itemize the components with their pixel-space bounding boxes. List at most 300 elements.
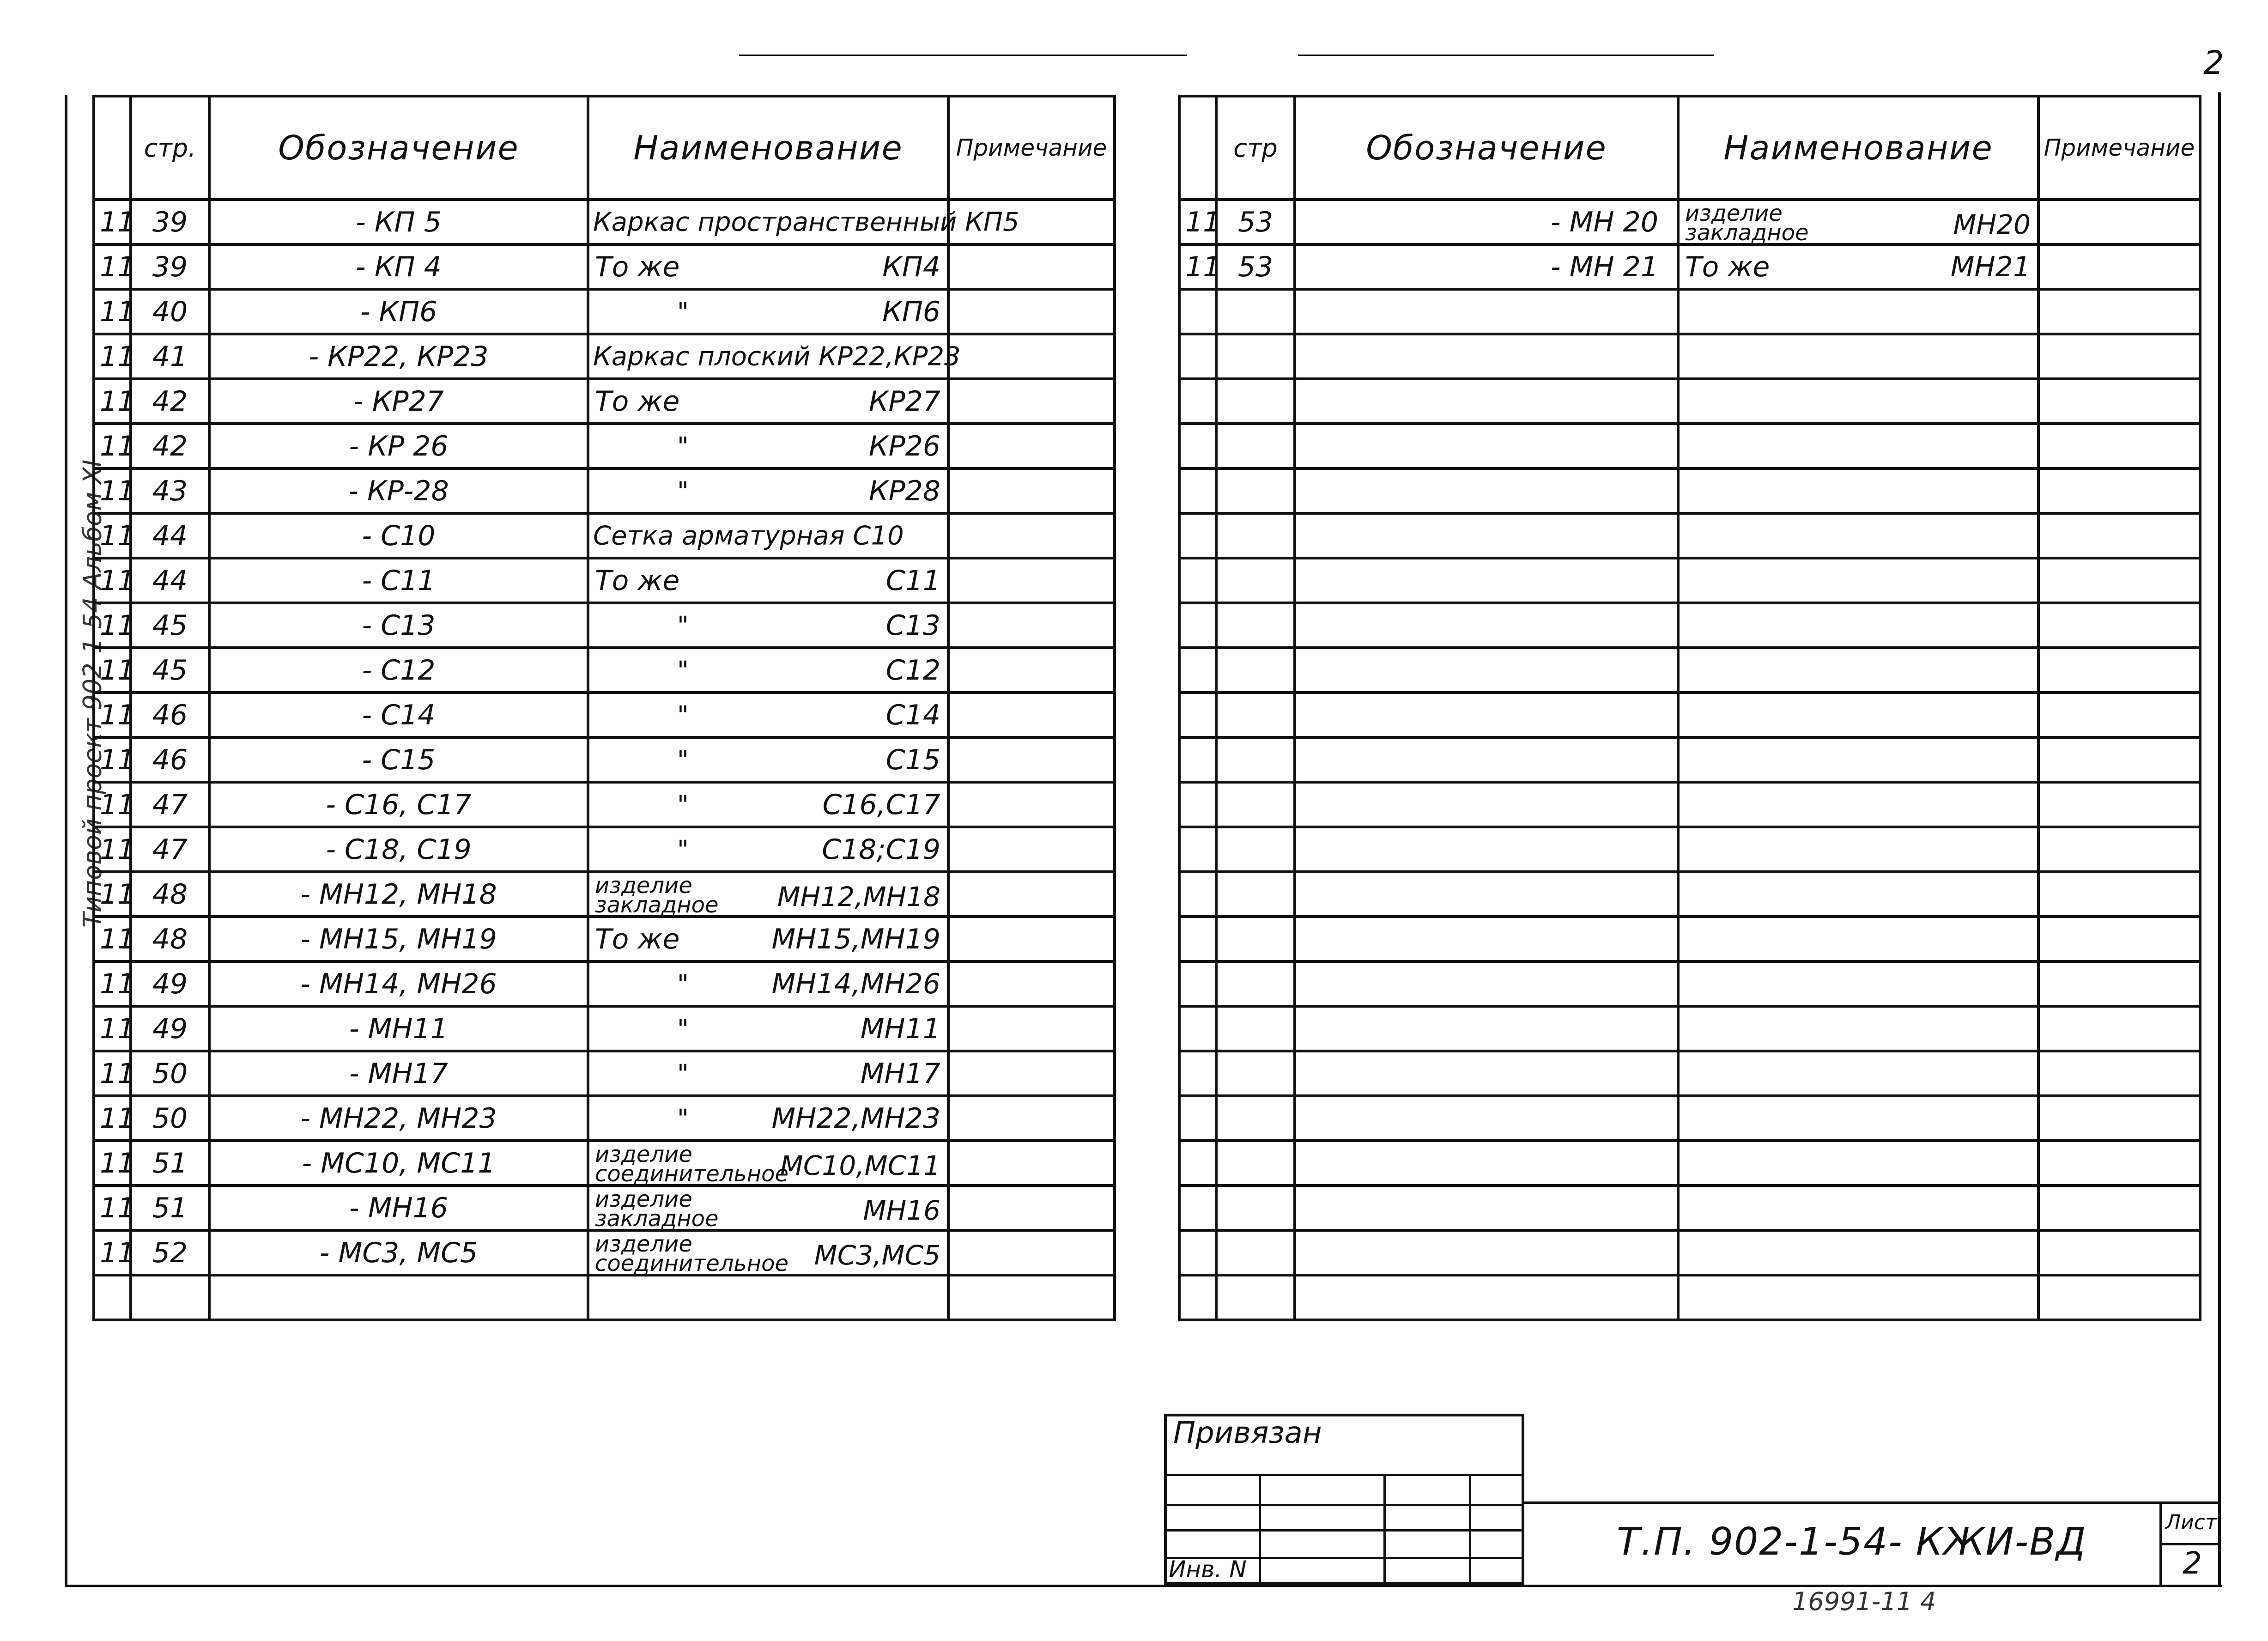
row-designation: - КР-28 — [209, 468, 588, 513]
row-page: 46 — [131, 737, 209, 782]
row-note — [948, 827, 1115, 872]
empty-cell — [1216, 424, 1295, 468]
empty-cell — [1179, 648, 1216, 693]
empty-cell — [2038, 1006, 2200, 1051]
row-page: 42 — [131, 379, 209, 424]
left-header-row — [94, 96, 1115, 200]
row-name-text: " — [677, 432, 689, 461]
empty-cell — [2038, 1185, 2200, 1230]
row-note — [948, 379, 1115, 424]
table-row — [94, 648, 1115, 693]
empty-cell — [1216, 961, 1295, 1006]
row-name-code: МН16 — [863, 1195, 940, 1226]
row-name — [588, 334, 961, 379]
row-note — [948, 558, 1115, 603]
right-header-name: Наименование — [1678, 96, 2038, 200]
empty-cell — [1179, 961, 1216, 1006]
stamp-sheet-label: Лист — [2165, 1511, 2217, 1534]
row-name — [588, 468, 948, 513]
empty-cell — [1678, 424, 2038, 468]
row-mark: 11 — [94, 468, 131, 513]
empty-cell — [1216, 334, 1295, 379]
empty-cell — [1216, 558, 1295, 603]
margin-text: Типовой проект 902-1-54 Альбом XI — [78, 459, 107, 928]
row-page: 48 — [131, 872, 209, 917]
empty-cell — [1295, 334, 1678, 379]
empty-cell — [1179, 1141, 1216, 1185]
empty-cell — [2038, 648, 2200, 693]
row-name — [588, 513, 948, 558]
row-name-full: Каркас плоский КР22,КР23 — [593, 341, 961, 371]
row-name-text: " — [677, 969, 689, 998]
row-note — [948, 1185, 1115, 1230]
row-page: 42 — [131, 424, 209, 468]
table-row — [94, 1141, 1115, 1185]
table-row — [94, 334, 1115, 379]
row-name-code: С15 — [885, 743, 940, 776]
empty-cell — [1179, 424, 1216, 468]
empty-cell — [1216, 1275, 1295, 1320]
table-row — [94, 468, 1115, 513]
empty-cell — [2038, 558, 2200, 603]
row-page — [131, 1275, 209, 1320]
row-page: 46 — [131, 693, 209, 737]
row-note — [948, 513, 1115, 558]
empty-cell — [1216, 1185, 1295, 1230]
row-mark: 11 — [1179, 244, 1216, 289]
empty-cell — [1216, 379, 1295, 424]
empty-cell — [1678, 1275, 2038, 1320]
empty-cell — [1295, 1141, 1678, 1185]
row-name-code: С12 — [885, 654, 940, 687]
left-header-page: стр. — [131, 96, 209, 200]
empty-cell — [1295, 603, 1678, 648]
table-row — [94, 917, 1115, 961]
empty-cell — [1678, 1185, 2038, 1230]
empty-cell — [1179, 379, 1216, 424]
empty-cell — [1295, 468, 1678, 513]
row-name-text: " — [677, 1104, 689, 1133]
table-row-empty — [1179, 693, 2200, 737]
row-name — [588, 200, 1019, 244]
table-row-empty — [1179, 648, 2200, 693]
row-name — [588, 603, 948, 648]
empty-cell — [1216, 289, 1295, 334]
row-mark: 11 — [94, 1006, 131, 1051]
row-name — [1678, 200, 2038, 244]
row-name — [588, 917, 948, 961]
row-page: 48 — [131, 917, 209, 961]
empty-cell — [2038, 513, 2200, 558]
row-name — [1678, 244, 2038, 289]
row-name — [588, 379, 948, 424]
row-page: 51 — [131, 1185, 209, 1230]
row-name-text: То же — [595, 564, 680, 597]
row-name-two-line — [595, 873, 719, 918]
empty-cell — [2038, 961, 2200, 1006]
table-row-empty — [1179, 1275, 2200, 1320]
table-row — [94, 872, 1115, 917]
table-row — [94, 603, 1115, 648]
row-name-code: МН21 — [1950, 250, 2031, 283]
left-header-name: Наименование — [588, 96, 948, 200]
empty-cell — [1179, 1096, 1216, 1141]
row-page: 39 — [131, 244, 209, 289]
row-name-text: То же — [595, 923, 680, 955]
right-header-note: Примечание — [2038, 96, 2200, 200]
row-mark: 11 — [94, 200, 131, 244]
table-row-empty — [1179, 872, 2200, 917]
empty-cell — [1295, 917, 1678, 961]
row-name — [588, 827, 948, 872]
row-name-text: То же — [595, 385, 680, 418]
empty-cell — [1295, 1275, 1678, 1320]
row-name-line2: закладное — [1685, 220, 1809, 246]
row-name-full: Сетка арматурная С10 — [593, 521, 904, 551]
empty-cell — [1678, 603, 2038, 648]
row-designation — [209, 1275, 588, 1320]
row-name-line1: изделие — [595, 1186, 692, 1212]
empty-cell — [1678, 827, 2038, 872]
empty-cell — [1179, 468, 1216, 513]
empty-cell — [1295, 1006, 1678, 1051]
row-name-text: " — [677, 700, 689, 729]
row-designation: - МН 20 — [1295, 200, 1678, 244]
row-name — [588, 1006, 948, 1051]
row-note — [948, 289, 1115, 334]
row-note — [948, 872, 1115, 917]
empty-cell — [1295, 827, 1678, 872]
right-header-page: стр — [1216, 96, 1295, 200]
row-name — [588, 244, 948, 289]
row-page: 50 — [131, 1051, 209, 1096]
row-mark: 11 — [94, 424, 131, 468]
left-spec-table — [92, 95, 1116, 1321]
empty-cell — [2038, 424, 2200, 468]
empty-cell — [1295, 648, 1678, 693]
row-note — [948, 1230, 1115, 1275]
row-name-code: МН20 — [1953, 209, 2031, 240]
empty-cell — [1216, 693, 1295, 737]
empty-cell — [1678, 289, 2038, 334]
row-mark: 11 — [94, 961, 131, 1006]
empty-cell — [1678, 1051, 2038, 1096]
row-name-text: То же — [595, 250, 680, 283]
table-row — [94, 1006, 1115, 1051]
row-note — [948, 782, 1115, 827]
row-designation: - КП6 — [209, 289, 588, 334]
frame-right-line — [2218, 92, 2221, 1586]
table-row-empty — [1179, 334, 2200, 379]
row-name-code: КР27 — [868, 385, 940, 418]
stamp-inv-label: Инв. N — [1169, 1556, 1247, 1583]
empty-cell — [2038, 468, 2200, 513]
row-note — [948, 961, 1115, 1006]
empty-cell — [2038, 1051, 2200, 1096]
row-designation: - МС3, МС5 — [209, 1230, 588, 1275]
row-designation: - МН11 — [209, 1006, 588, 1051]
row-page: 45 — [131, 603, 209, 648]
frame-top-line-left — [739, 55, 1187, 56]
row-name-text: " — [677, 835, 689, 864]
table-row — [94, 827, 1115, 872]
row-page: 49 — [131, 1006, 209, 1051]
row-name-line2: соединительное — [595, 1161, 788, 1187]
row-page: 51 — [131, 1141, 209, 1185]
row-name-text: " — [677, 1014, 689, 1043]
row-designation: - С16, С17 — [209, 782, 588, 827]
row-name-code: МС3,МС5 — [814, 1240, 940, 1271]
row-note — [948, 917, 1115, 961]
empty-cell — [1179, 1185, 1216, 1230]
empty-cell — [2038, 872, 2200, 917]
row-designation: - КП 4 — [209, 244, 588, 289]
row-page: 52 — [131, 1230, 209, 1275]
table-row — [1179, 244, 2200, 289]
empty-cell — [1216, 737, 1295, 782]
empty-cell — [1216, 872, 1295, 917]
empty-cell — [1678, 917, 2038, 961]
empty-cell — [1678, 693, 2038, 737]
table-row-empty — [1179, 424, 2200, 468]
row-designation: - МН22, МН23 — [209, 1096, 588, 1141]
row-name-code: С11 — [885, 564, 940, 597]
row-name-line1: изделие — [595, 1142, 692, 1167]
row-name-line2: закладное — [595, 892, 719, 918]
table-row-empty — [1179, 827, 2200, 872]
row-page: 53 — [1216, 200, 1295, 244]
empty-cell — [2038, 603, 2200, 648]
row-name-code: МН14,МН26 — [771, 967, 940, 1000]
row-page: 41 — [131, 334, 209, 379]
row-page: 50 — [131, 1096, 209, 1141]
table-row-empty — [1179, 379, 2200, 424]
stamp-doc-code: Т.П. 902-1-54- КЖИ-ВД — [1617, 1520, 2087, 1564]
row-mark: 11 — [94, 334, 131, 379]
row-page: 44 — [131, 558, 209, 603]
table-row — [94, 782, 1115, 827]
row-note — [948, 1096, 1115, 1141]
row-name-text: " — [677, 611, 689, 640]
empty-cell — [1179, 917, 1216, 961]
empty-cell — [1678, 1141, 2038, 1185]
empty-cell — [1295, 737, 1678, 782]
table-row-empty — [1179, 1051, 2200, 1096]
bottom-number: 16991-11 4 — [1792, 1587, 1936, 1616]
row-name — [588, 782, 948, 827]
empty-cell — [1216, 648, 1295, 693]
empty-cell — [2038, 917, 2200, 961]
empty-cell — [1295, 424, 1678, 468]
empty-cell — [1179, 1230, 1216, 1275]
empty-cell — [1216, 917, 1295, 961]
row-name-code: КР28 — [868, 474, 940, 507]
row-name-text: " — [677, 656, 689, 685]
row-mark: 11 — [94, 1230, 131, 1275]
row-name — [588, 1185, 948, 1230]
stamp-vline-2 — [1383, 1474, 1386, 1585]
empty-cell — [1216, 782, 1295, 827]
empty-cell — [2038, 782, 2200, 827]
row-page: 45 — [131, 648, 209, 693]
row-name-line2: закладное — [595, 1206, 719, 1232]
table-row-empty — [1179, 468, 2200, 513]
row-name — [588, 1230, 948, 1275]
table-row — [94, 1096, 1115, 1141]
row-note — [2038, 200, 2200, 244]
row-name — [588, 424, 948, 468]
empty-cell — [1179, 289, 1216, 334]
row-page: 53 — [1216, 244, 1295, 289]
row-mark: 11 — [94, 289, 131, 334]
row-page: 43 — [131, 468, 209, 513]
right-header-mark — [1179, 96, 1216, 200]
stamp-privyazan-label: Привязан — [1173, 1416, 1322, 1450]
table-row — [1179, 200, 2200, 244]
row-mark: 11 — [1179, 200, 1216, 244]
row-name-full: Каркас пространственный КП5 — [593, 207, 1019, 237]
row-name-code: КР26 — [868, 430, 940, 462]
row-mark: 11 — [94, 379, 131, 424]
frame-left-line — [65, 95, 67, 1587]
table-row — [94, 737, 1115, 782]
row-designation: - МН16 — [209, 1185, 588, 1230]
row-note — [948, 468, 1115, 513]
frame-top-line-right — [1298, 55, 1714, 56]
row-name-text: То же — [1685, 250, 1770, 283]
empty-cell — [1678, 737, 2038, 782]
empty-cell — [1179, 693, 1216, 737]
empty-cell — [1295, 513, 1678, 558]
row-designation: - КП 5 — [209, 200, 588, 244]
empty-cell — [1678, 334, 2038, 379]
empty-cell — [1216, 468, 1295, 513]
row-mark: 11 — [94, 603, 131, 648]
empty-cell — [1179, 603, 1216, 648]
row-designation: - С14 — [209, 693, 588, 737]
table-row-empty — [1179, 1230, 2200, 1275]
table-row — [94, 200, 1115, 244]
table-row — [94, 379, 1115, 424]
row-name-code: МН17 — [860, 1057, 940, 1090]
row-page: 40 — [131, 289, 209, 334]
empty-cell — [2038, 827, 2200, 872]
empty-cell — [1216, 1051, 1295, 1096]
row-note — [2038, 244, 2200, 289]
empty-cell — [1295, 782, 1678, 827]
table-row-empty — [1179, 1006, 2200, 1051]
row-name-two-line — [1685, 201, 1809, 246]
row-designation: - МН14, МН26 — [209, 961, 588, 1006]
row-mark: 11 — [94, 827, 131, 872]
empty-cell — [2038, 334, 2200, 379]
table-row — [94, 693, 1115, 737]
row-note — [948, 334, 1115, 379]
empty-cell — [1216, 1141, 1295, 1185]
row-page: 47 — [131, 782, 209, 827]
empty-cell — [1678, 872, 2038, 917]
empty-cell — [1678, 1230, 2038, 1275]
row-name-code: С18;С19 — [822, 833, 940, 866]
empty-cell — [1678, 782, 2038, 827]
empty-cell — [1179, 1006, 1216, 1051]
left-header-mark — [94, 96, 131, 200]
empty-cell — [2038, 1141, 2200, 1185]
row-designation: - КР22, КР23 — [209, 334, 588, 379]
stamp-sheet-value: 2 — [2183, 1545, 2202, 1581]
row-page: 49 — [131, 961, 209, 1006]
empty-cell — [1216, 513, 1295, 558]
empty-cell — [1179, 558, 1216, 603]
empty-cell — [1678, 1006, 2038, 1051]
row-designation: - С12 — [209, 648, 588, 693]
empty-cell — [1678, 558, 2038, 603]
row-designation: - МН15, МН19 — [209, 917, 588, 961]
row-name — [588, 648, 948, 693]
row-mark: 11 — [94, 872, 131, 917]
empty-cell — [2038, 737, 2200, 782]
row-note — [948, 244, 1115, 289]
row-name-code: МС10,МС11 — [780, 1150, 940, 1181]
row-name-line2: соединительное — [595, 1251, 788, 1276]
table-row — [94, 1230, 1115, 1275]
empty-cell — [1295, 1185, 1678, 1230]
row-mark: 11 — [94, 1051, 131, 1096]
table-row-empty — [1179, 961, 2200, 1006]
empty-cell — [1179, 1275, 1216, 1320]
empty-cell — [2038, 289, 2200, 334]
empty-cell — [1179, 334, 1216, 379]
right-header-designation: Обозначение — [1295, 96, 1678, 200]
table-row — [94, 558, 1115, 603]
table-row-empty — [1179, 603, 2200, 648]
empty-cell — [1179, 1051, 1216, 1096]
empty-cell — [1295, 872, 1678, 917]
row-designation: - МН17 — [209, 1051, 588, 1096]
row-name-two-line — [595, 1186, 719, 1232]
empty-cell — [1678, 513, 2038, 558]
row-name-text: " — [677, 476, 689, 505]
left-header-note: Примечание — [948, 96, 1115, 200]
table-row-empty — [1179, 1096, 2200, 1141]
table-row — [94, 424, 1115, 468]
row-mark: 11 — [94, 782, 131, 827]
row-name — [588, 1275, 948, 1320]
empty-cell — [2038, 1230, 2200, 1275]
table-row — [94, 961, 1115, 1006]
table-row-empty — [1179, 1141, 2200, 1185]
row-name — [588, 1141, 948, 1185]
table-row-empty — [1179, 1185, 2200, 1230]
row-designation: - С15 — [209, 737, 588, 782]
row-note — [948, 1006, 1115, 1051]
row-note — [948, 603, 1115, 648]
row-note — [948, 737, 1115, 782]
empty-cell — [1295, 1230, 1678, 1275]
row-note — [948, 1275, 1115, 1320]
row-designation: - МН12, МН18 — [209, 872, 588, 917]
empty-cell — [1295, 1096, 1678, 1141]
row-mark: 11 — [94, 1141, 131, 1185]
row-name — [588, 872, 948, 917]
table-row — [94, 244, 1115, 289]
table-row — [94, 1051, 1115, 1096]
row-mark: 11 — [94, 513, 131, 558]
row-note — [948, 424, 1115, 468]
row-name — [588, 737, 948, 782]
row-page: 47 — [131, 827, 209, 872]
row-name-code: С13 — [885, 609, 940, 642]
